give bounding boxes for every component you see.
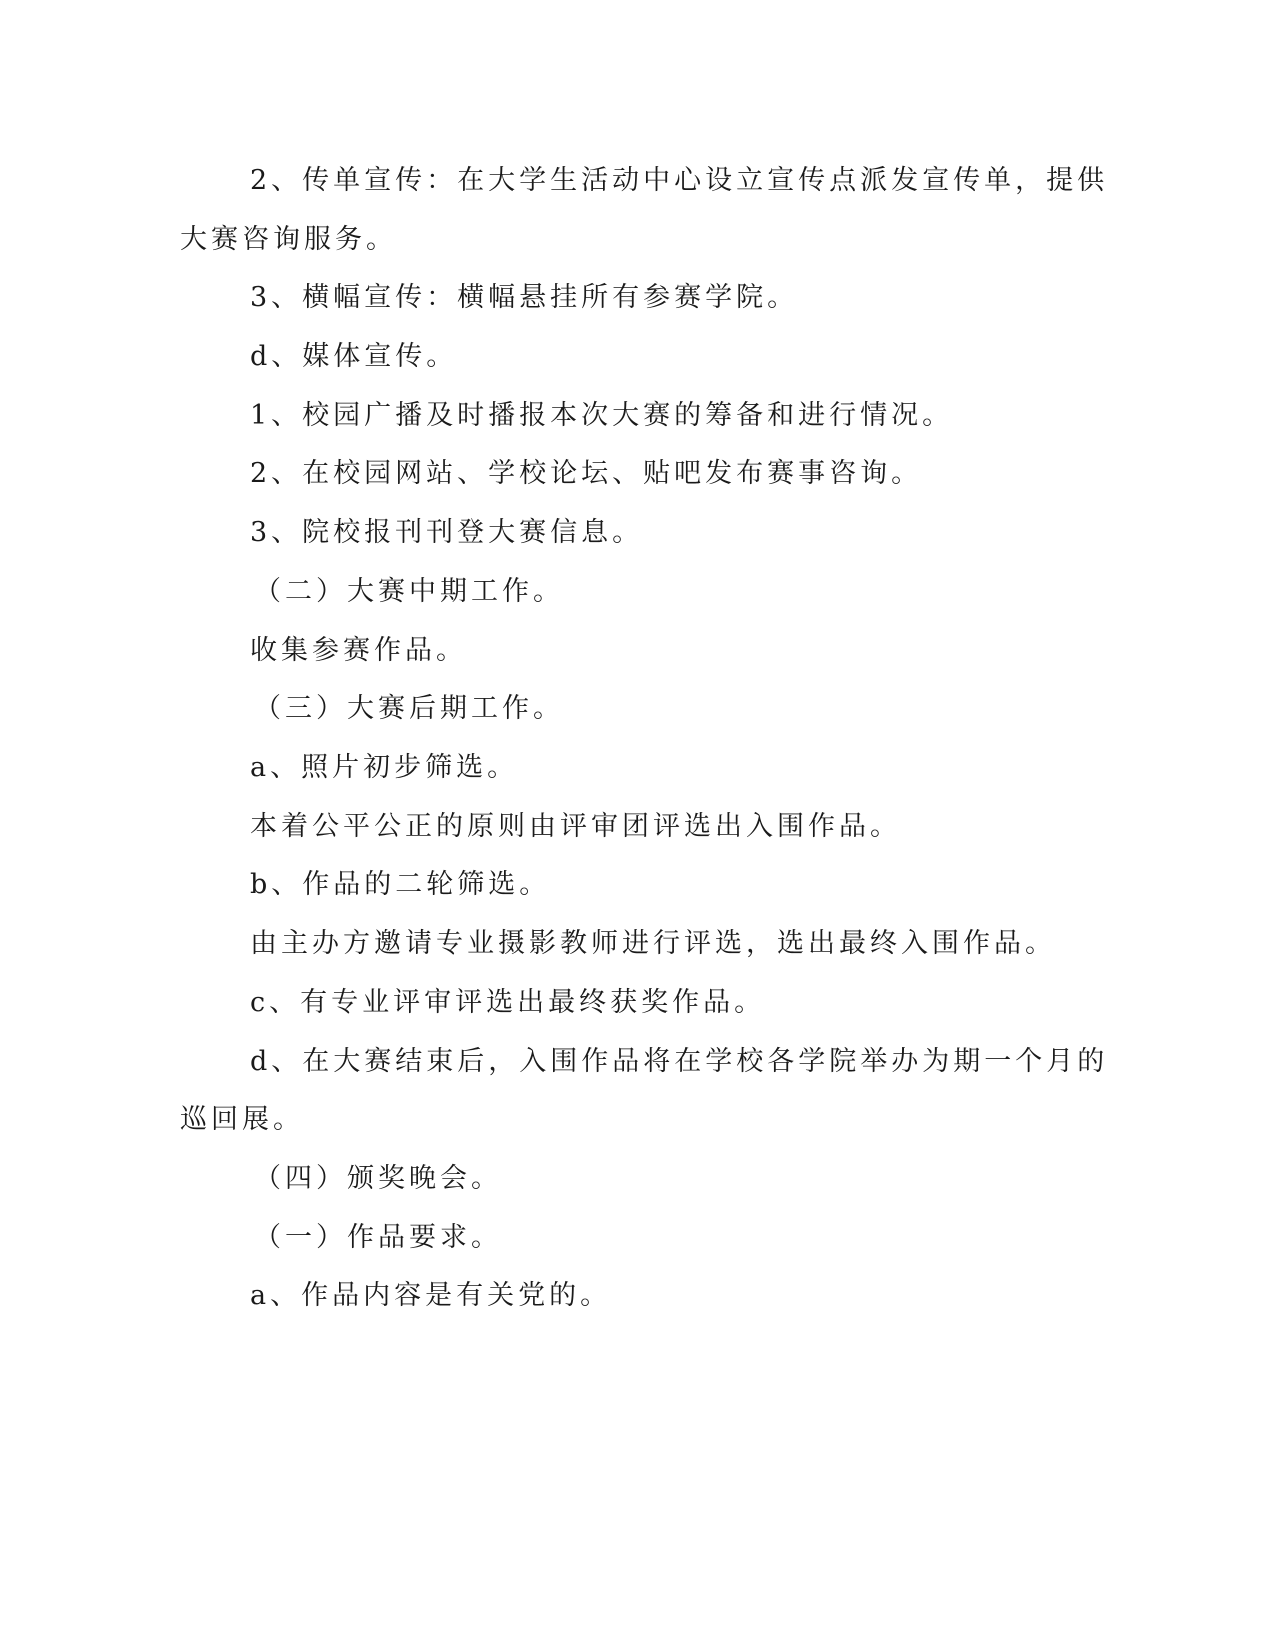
- paragraph-line: 2、在校园网站、学校论坛、贴吧发布赛事咨询。: [250, 458, 923, 489]
- paragraph-line: 由主办方邀请专业摄影教师进行评选，选出最终入围作品。: [250, 928, 1056, 959]
- paragraph-line: c、有专业评审评选出最终获奖作品。: [250, 987, 766, 1018]
- paragraph-line: d、在大赛结束后，入围作品将在学校各学院举办为期一个月的: [250, 1046, 1109, 1077]
- paragraph-line: b、作品的二轮筛选。: [250, 869, 551, 900]
- paragraph-line: 大赛咨询服务。: [180, 224, 397, 255]
- paragraph-line: 1、校园广播及时播报本次大赛的筹备和进行情况。: [250, 400, 954, 431]
- paragraph-line: 3、横幅宣传：横幅悬挂所有参赛学院。: [250, 282, 799, 313]
- paragraph-line: 巡回展。: [180, 1104, 304, 1135]
- section-heading: （三）大赛后期工作。: [254, 693, 564, 724]
- paragraph-line: a、作品内容是有关党的。: [250, 1280, 612, 1311]
- section-heading: （二）大赛中期工作。: [254, 576, 564, 607]
- paragraph-line: 本着公平公正的原则由评审团评选出入围作品。: [250, 811, 901, 842]
- paragraph-line: 2、传单宣传：在大学生活动中心设立宣传点派发宣传单，提供: [250, 165, 1109, 196]
- section-heading: （一）作品要求。: [254, 1222, 502, 1253]
- paragraph-line: d、媒体宣传。: [250, 341, 458, 372]
- paragraph-line: a、照片初步筛选。: [250, 752, 519, 783]
- paragraph-line: 3、院校报刊刊登大赛信息。: [250, 517, 644, 548]
- section-heading: （四）颁奖晚会。: [254, 1163, 502, 1194]
- paragraph-line: 收集参赛作品。: [250, 635, 467, 666]
